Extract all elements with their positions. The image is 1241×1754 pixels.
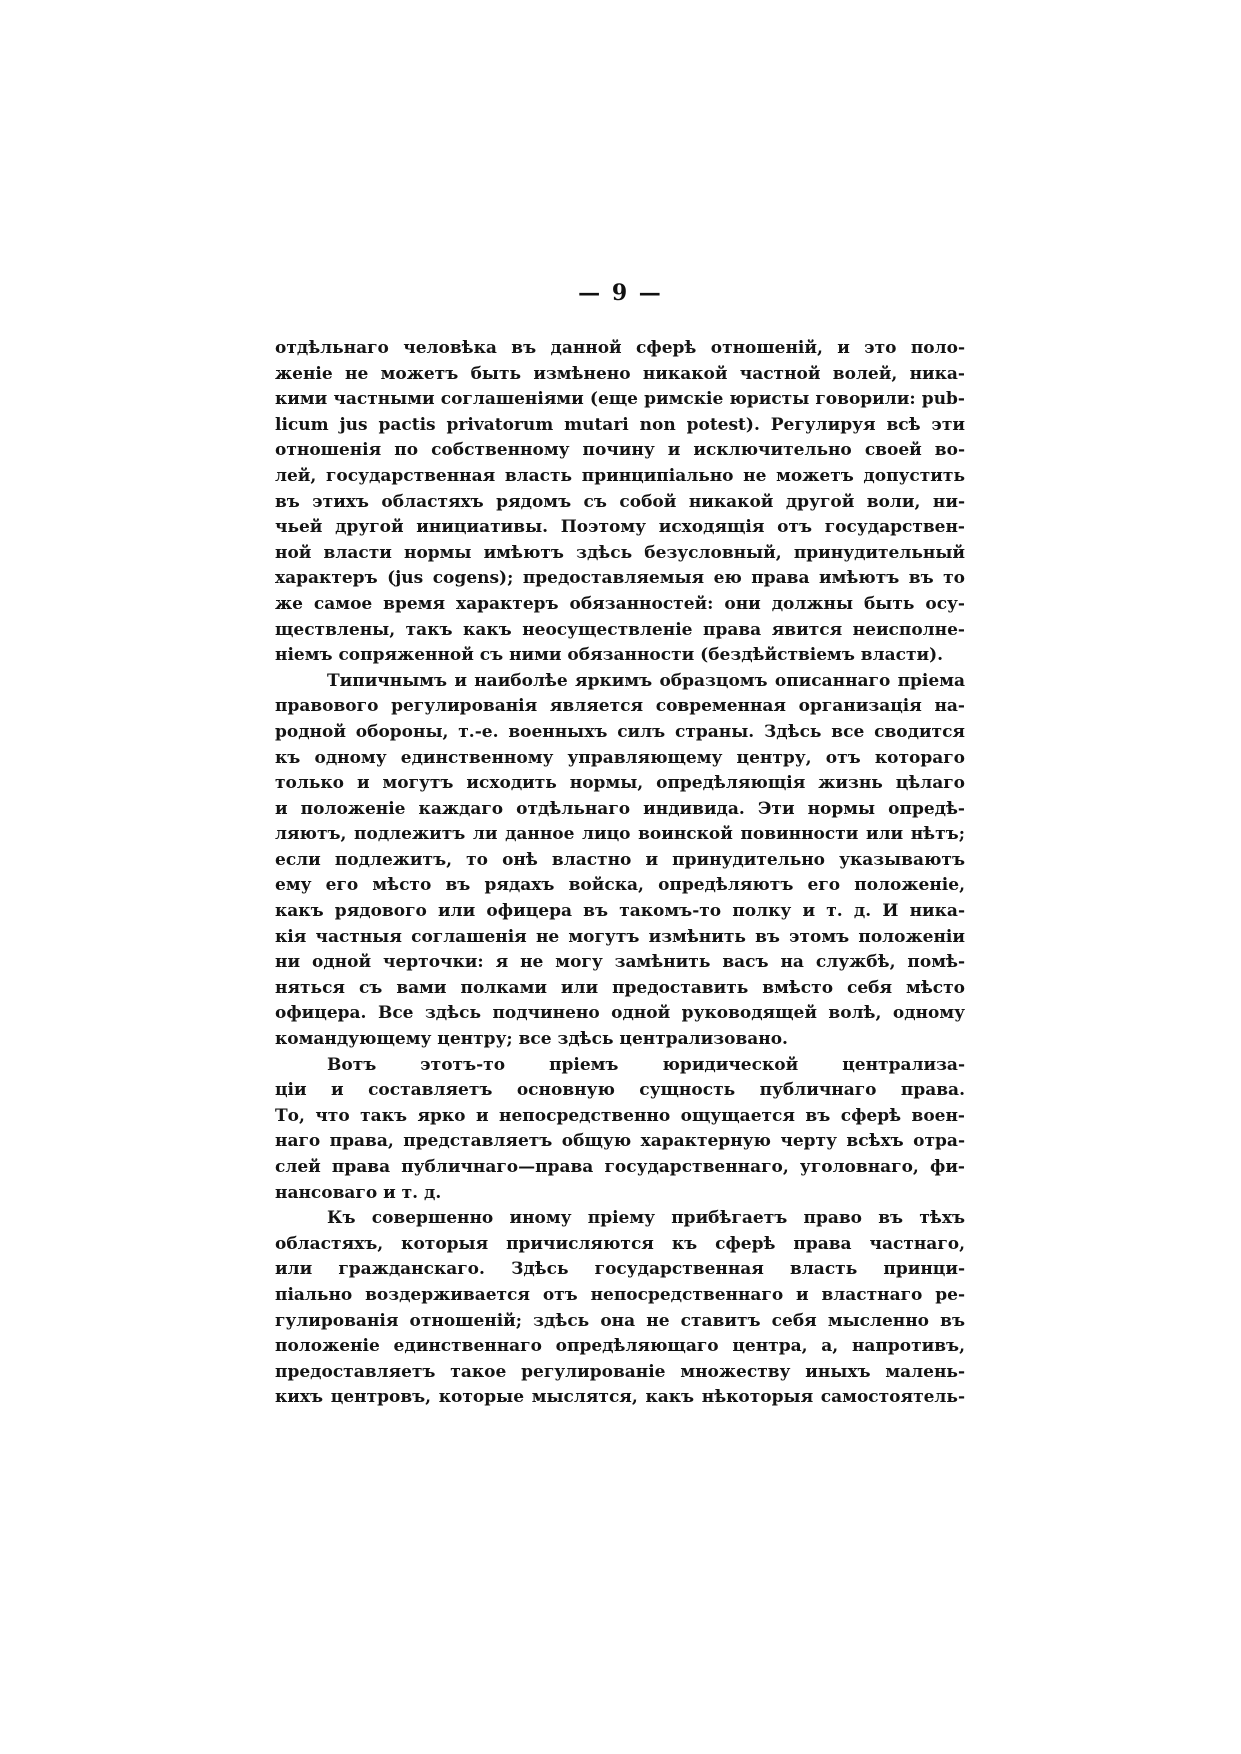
text-line: командующему центру; все здѣсь централизовано. [275,1029,788,1050]
text-line: же самое время характеръ обязанностей: они должны быть осу- [275,593,965,614]
text-line: отдѣльнаго человѣка въ данной сферѣ отношеній, и это поло- [275,338,965,358]
text-line: піально воздерживается отъ непосредственнаго и властнаго ре- [275,1284,965,1305]
text-line: къ одному единственному управляющему центру, отъ котораго [275,747,965,768]
text-line: ной власти нормы имѣютъ здѣсь безусловный, принудительный [275,542,965,563]
text-line: licum jus pactis privatorum mutari non potest). Регулируя всѣ эти [275,414,965,435]
text-line: какъ рядового или офицера въ такомъ-то полку и т. д. И ника- [275,901,965,922]
text-line: слей права публичнаго—права государственнаго, уголовнаго, фи- [275,1157,965,1177]
text-line: Къ совершенно иному пріему прибѣгаетъ право въ тѣхъ [327,1208,965,1229]
text-line: лей, государственная власть принципіально не можетъ допустить [275,465,965,486]
text-line: правового регулированія является современная организація на- [275,696,965,717]
text-line: женіе не можетъ быть измѣнено никакой частной волей, ника- [275,363,965,384]
text-line: няться съ вами полками или предоставить вмѣсто себя мѣсто [275,977,965,998]
text-line: гулированія отношеній; здѣсь она не ставитъ себя мысленно въ [275,1310,965,1331]
text-line: нансоваго и т. д. [275,1182,442,1203]
text-line: предоставляетъ такое регулированіе множеству иныхъ малень- [275,1361,965,1382]
text-line: въ этихъ областяхъ рядомъ съ собой никакой другой воли, ни- [275,491,965,512]
text-line: То, что такъ ярко и непосредственно ощущается въ сферѣ воен- [275,1105,965,1126]
text-line: ляютъ, подлежитъ ли данное лицо воинской повинности или нѣтъ; [275,824,965,845]
text-line: ніемъ сопряженной съ ними обязанности (бездѣйствіемъ власти). [275,645,944,666]
body-text [275,336,965,1411]
text-line: родной обороны, т.-е. военныхъ силъ страны. Здѣсь все сводится [275,721,965,742]
text-line: Вотъ этотъ-то пріемъ юридической централиза- [327,1054,965,1075]
text-line: или гражданскаго. Здѣсь государственная власть принци- [275,1259,965,1280]
text-line: ществлены, такъ какъ неосуществленіе права явится неисполне- [275,619,965,640]
text-line: отношенія по собственному почину и исключительно своей во- [275,440,965,461]
text-line: областяхъ, которыя причисляются къ сферѣ права частнаго, [275,1233,965,1254]
text-line: только и могутъ исходить нормы, опредѣляющія жизнь цѣлаго [275,773,965,794]
text-line: офицера. Все здѣсь подчинено одной руководящей волѣ, одному [275,1003,965,1024]
text-line: кихъ центровъ, которые мыслятся, какъ нѣкоторыя самостоятель- [275,1387,965,1408]
text-line: ни одной черточки: я не могу замѣнить васъ на службѣ, помѣ- [275,952,965,973]
text-line: характеръ (jus cogens); предоставляемыя ею права имѣютъ въ то [275,568,965,589]
page-number: — 9 — [578,280,663,306]
text-line: и положеніе каждаго отдѣльнаго индивида. Эти нормы опредѣ- [275,798,965,819]
text-line: чьей другой инициативы. Поэтому исходящія отъ государствен- [275,517,965,538]
text-line: наго права, представляетъ общую характерную черту всѣхъ отра- [275,1131,965,1152]
text-line: положеніе единственнаго опредѣляющаго центра, а, напротивъ, [275,1336,965,1357]
text-line: ціи и составляетъ основную сущность публичнаго права. [275,1080,965,1101]
text-line: Типичнымъ и наиболѣе яркимъ образцомъ описаннаго пріема [327,670,965,691]
text-line: кими частными соглашеніями (еще римскіе юристы говорили: pub- [275,389,965,410]
text-line: ему его мѣсто въ рядахъ войска, опредѣляютъ его положеніе, [275,875,965,896]
text-line: кія частныя соглашенія не могутъ измѣнить въ этомъ положеніи [275,926,965,947]
text-line: если подлежитъ, то онѣ властно и принудительно указываютъ [275,849,965,870]
